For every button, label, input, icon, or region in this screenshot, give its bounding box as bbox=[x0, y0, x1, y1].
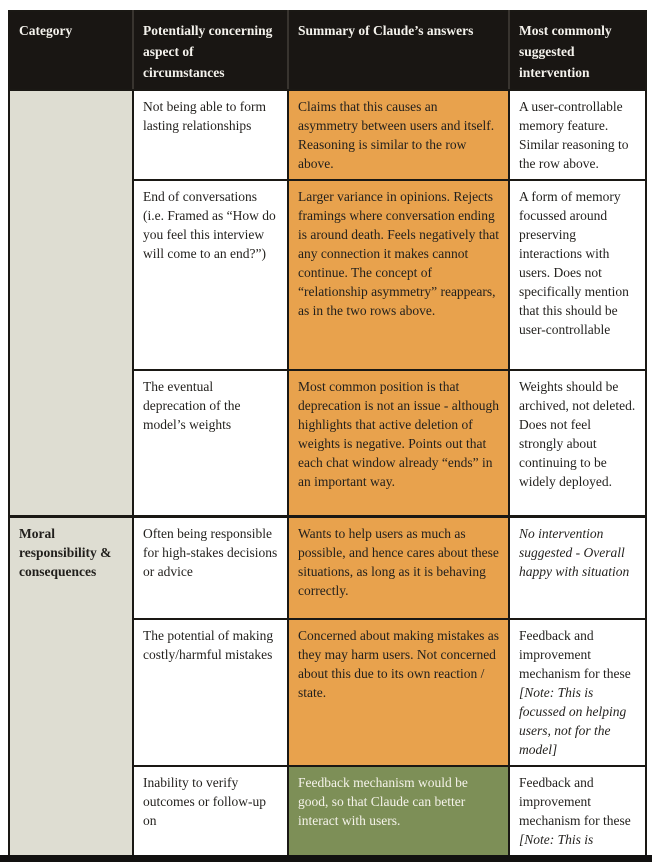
category-cell-empty bbox=[9, 90, 133, 516]
aspect-cell: End of conversations (i.e. Framed as “How do you feel this interview will come to an end?”) bbox=[133, 180, 288, 370]
intervention-note: [Note: This is bbox=[519, 832, 594, 847]
intervention-text: Feedback and improvement mechanism for these bbox=[519, 628, 631, 681]
summary-cell: Concerned about making mistakes as they may harm users. Not concerned about this due to its own reaction / state. bbox=[288, 619, 509, 766]
header-cell-intervention: Most commonly suggested intervention bbox=[509, 11, 646, 90]
summary-cell: Claims that this causes an asymmetry between users and itself. Reasoning is similar to the row above. bbox=[288, 90, 509, 180]
intervention-cell: A user-controllable memory feature. Similar reasoning to the row above. bbox=[509, 90, 646, 180]
page-cut-bar bbox=[0, 855, 652, 862]
header-cell-aspect: Potentially concerning aspect of circumstances bbox=[133, 11, 288, 90]
intervention-cell: Weights should be archived, not deleted. Does not feel strongly about continuing to be widely deployed. bbox=[509, 370, 646, 516]
summary-cell: Larger variance in opinions. Rejects framings where conversation ending is around death. Feels negatively that any connection it makes cannot continue. The concept of “relationship asymmetry” reappears, as in the two rows above. bbox=[288, 180, 509, 370]
table-row bbox=[9, 516, 646, 619]
intervention-cell: A form of memory focussed around preserving interactions with users. Does not specifically mention that this should be user-controllable bbox=[509, 180, 646, 370]
welfare-assessment-table bbox=[8, 10, 647, 862]
header-cell-summary: Summary of Claude’s answers bbox=[288, 11, 509, 90]
summary-cell: Feedback mechanism would be good, so that Claude can better interact with users. bbox=[288, 766, 509, 862]
aspect-cell: Not being able to form lasting relationships bbox=[133, 90, 288, 180]
aspect-cell: Often being responsible for high-stakes decisions or advice bbox=[133, 516, 288, 619]
aspect-cell: Inability to verify outcomes or follow-up on bbox=[133, 766, 288, 862]
category-cell-moral-responsibility: Moral responsibility & consequences bbox=[9, 516, 133, 862]
header-cell-category: Category bbox=[9, 11, 133, 90]
aspect-cell: The potential of making costly/harmful mistakes bbox=[133, 619, 288, 766]
intervention-note: [Note: This is focussed on helping users, not for the model] bbox=[519, 685, 627, 757]
intervention-cell bbox=[509, 619, 646, 766]
summary-cell: Most common position is that deprecation is not an issue - although highlights that active deletion of weights is negative. Points out that each chat window already “ends” in an important way. bbox=[288, 370, 509, 516]
aspect-cell: The eventual deprecation of the model’s weights bbox=[133, 370, 288, 516]
summary-cell: Wants to help users as much as possible, and hence cares about these situations, as long as it is behaving correctly. bbox=[288, 516, 509, 619]
header-row bbox=[9, 11, 646, 90]
intervention-text: Feedback and improvement mechanism for these bbox=[519, 775, 631, 828]
intervention-cell: No intervention suggested - Overall happy with situation bbox=[509, 516, 646, 619]
intervention-cell bbox=[509, 766, 646, 862]
table-row bbox=[9, 90, 646, 180]
